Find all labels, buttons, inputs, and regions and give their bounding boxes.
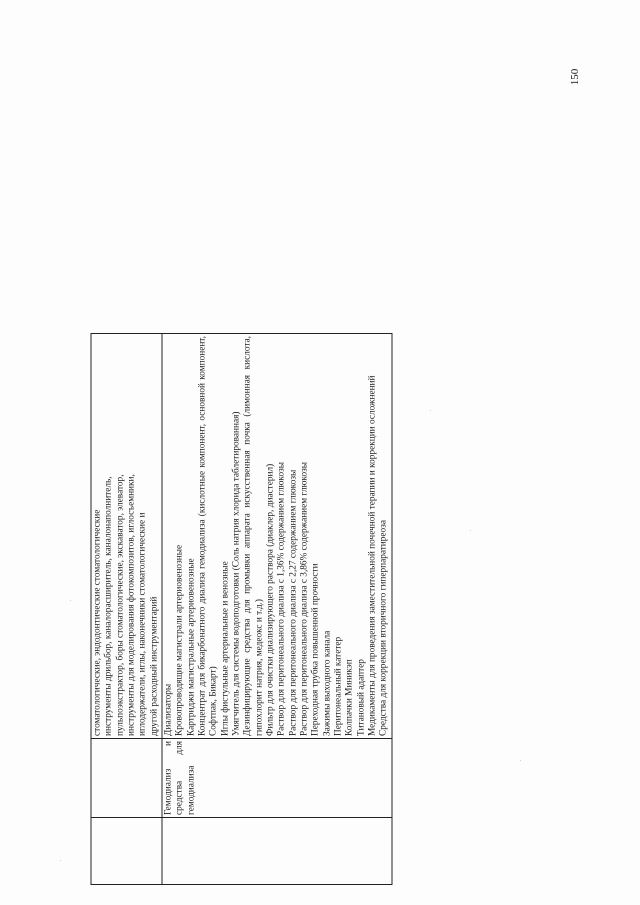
table-cell-items [161,334,391,739]
table-cell-empty [91,818,162,885]
item-line: Иглы фистульные артериальные и венозные [219,561,230,736]
item-line: Медикаменты для проведения заместительной почечной терапии и коррекции осложнений [366,375,377,736]
supplies-table [90,333,392,885]
table-row [161,334,391,885]
item-line: инструменты дрильбор, каналорасширитель, каналонаполнитель, [103,476,114,736]
item-line: Переходная трубка повышенной прочности [310,563,321,736]
table-cell-category [91,739,162,818]
item-line: Умягчитель для системы водоподготовки (Соль натрия хлорида таблетированная) [230,411,241,736]
item-line: Раствор для перитонеального диализа с 1,36% содержанием глюкозы [276,461,287,736]
scan-speck [520,760,521,761]
item-line: инструменты для моделирования фотокомпозитов, иглосъемники, [125,474,136,736]
item-line: Раствор для перитонеального диализа с 3,86% содержанием глюкозы [298,461,309,736]
category-line: Гемодиализ и [162,741,173,815]
item-line: Картриджи магистральные артериовенозные [185,558,196,736]
table-cell-category [161,739,391,818]
item-line: Дезинфицирующие средства для промывки аппарата искусственная почка (лимонная кислота, гипохлорит натрия, медеокс и т.д.) [242,336,264,736]
page-number-text: 150 [569,68,581,86]
item-line: иглодержатели, иглы, наконечники стоматологические и [137,512,148,736]
item-line: Раствор для перитонеального диализа с 2,27 содержанием глюкозы [287,469,298,736]
category-line: гемодиализа [185,765,196,815]
scan-speck [60,860,61,861]
item-line: пульпоэкстрактор, боры стоматологические, экскаватор, элеватор, [114,474,125,736]
table-cell-empty [161,818,391,885]
table-cell-items [91,334,162,739]
scan-speck [70,600,71,601]
item-line: Фильтр для очистки диализирующего раствора (диаклер, диастерил) [264,463,275,736]
item-line: стоматологические, эндодонтические стоматологические [92,509,102,736]
item-line: Кровопроводящие магистрали артериовенозные [174,544,185,736]
item-line: другой расходный инструментарий [148,596,159,736]
rotated-table-area [90,336,483,885]
category-line: средства для [174,741,185,815]
scan-speck [430,410,431,411]
item-line: Средства для коррекции вторичного гиперпаратиреоза [378,519,389,736]
page-number [566,62,584,92]
item-line: Колпачки Миникэп [344,659,355,736]
scan-speck [470,530,471,531]
item-line: Диализаторы [162,683,173,736]
item-line: Зажимы выходного канала [321,630,332,736]
item-line: Титановый адаптер [355,659,366,736]
item-line: Концентрат для бикарбонатного диализа гемодиализа (кислотные компонент, основной компонент, Софтпак, Бикарт) [196,336,219,736]
rotated-table [90,336,483,885]
table-row [91,334,162,885]
item-line: Перитонеальный катетер [332,636,343,736]
